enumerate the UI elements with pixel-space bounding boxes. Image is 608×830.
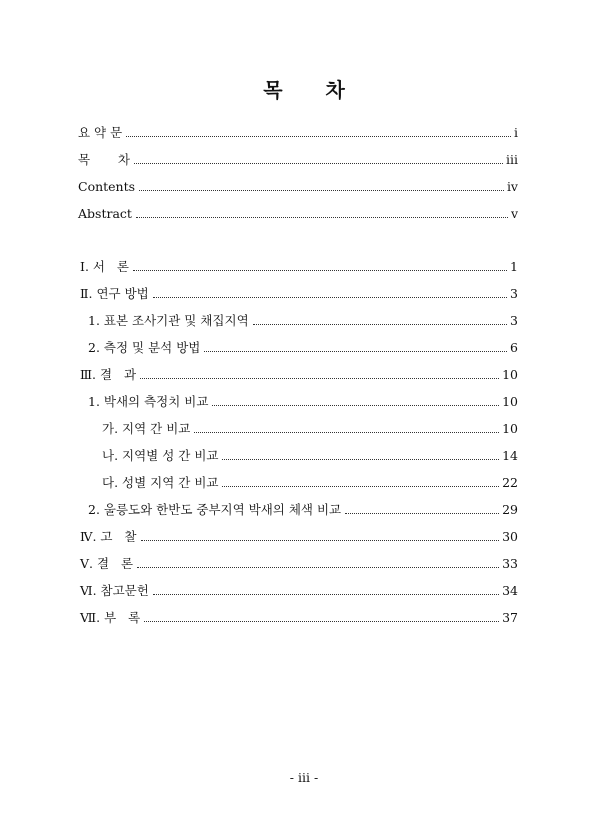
- toc-entry-section-2-1: [88, 312, 518, 330]
- toc-leader-dots: [212, 405, 499, 406]
- toc-entry-section-2-2: [88, 339, 518, 357]
- toc-entry-chapter-1: [80, 258, 518, 276]
- toc-entry-page: 10: [502, 421, 518, 436]
- toc-entry-contents-en: [78, 178, 518, 196]
- toc-entry-summary: [78, 124, 518, 142]
- toc-leader-dots: [134, 163, 503, 164]
- toc-entry-page: 1: [510, 259, 518, 274]
- page-title: 목 차: [263, 78, 363, 102]
- toc-entry-subsection-da: [102, 474, 518, 492]
- toc-leader-dots: [137, 567, 499, 568]
- toc-entry-page: iii: [506, 152, 518, 167]
- toc-entry-page: i: [514, 125, 518, 140]
- toc-entry-label: Ⅵ. 참고문헌: [80, 583, 149, 598]
- toc-entry-page: 10: [502, 394, 518, 409]
- toc-entry-chapter-5: [80, 555, 518, 573]
- toc-leader-dots: [153, 594, 499, 595]
- toc-entry-chapter-2: [80, 285, 518, 303]
- toc-entry-page: iv: [506, 179, 518, 194]
- toc-entry-section-3-2: [88, 501, 518, 519]
- toc-leader-dots: [140, 378, 499, 379]
- toc-entry-label: 1. 표본 조사기관 및 채집지역: [88, 313, 249, 328]
- toc-entry-page: 10: [502, 367, 518, 382]
- toc-entry-label: 목 차: [78, 152, 130, 167]
- toc-entry-label: Abstract: [78, 206, 132, 221]
- toc-leader-dots: [141, 540, 500, 541]
- toc-leader-dots: [126, 136, 511, 137]
- toc-entry-page: v: [510, 206, 518, 221]
- toc-entry-chapter-4: [80, 528, 518, 546]
- toc-entry-subsection-ga: [102, 420, 518, 438]
- page-number-footer: - iii -: [289, 770, 319, 785]
- toc-entry-page: 33: [502, 556, 518, 571]
- toc-entry-label: 2. 측정 및 분석 방법: [88, 340, 201, 355]
- toc-entry-label: Ⅳ. 고 찰: [80, 529, 137, 544]
- toc-entry-page: 3: [510, 313, 518, 328]
- toc-leader-dots: [222, 486, 499, 487]
- toc-leader-dots: [345, 513, 499, 514]
- toc-entry-section-3-1: [88, 393, 518, 411]
- toc-entry-label: Ⅱ. 연구 방법: [80, 286, 149, 301]
- toc-leader-dots: [144, 621, 499, 622]
- toc-leader-dots: [139, 190, 504, 191]
- toc-entry-page: 3: [510, 286, 518, 301]
- toc-entry-page: 14: [502, 448, 518, 463]
- toc-entry-contents-kr: [78, 151, 518, 169]
- toc-entry-page: 6: [510, 340, 518, 355]
- toc-entry-label: 요 약 문: [78, 125, 123, 140]
- toc-entry-abstract: [78, 205, 518, 223]
- toc-entry-label: Contents: [78, 179, 136, 194]
- toc-entry-label: 다. 성별 지역 간 비교: [102, 475, 219, 490]
- toc-entry-label: Ⅴ. 결 론: [80, 556, 134, 571]
- toc-leader-dots: [153, 297, 507, 298]
- toc-leader-dots: [136, 217, 508, 218]
- toc-entry-chapter-6: [80, 582, 518, 600]
- toc-entry-page: 29: [502, 502, 518, 517]
- toc-entry-label: Ⅰ. 서 론: [80, 259, 129, 274]
- toc-leader-dots: [204, 351, 507, 352]
- toc-leader-dots: [194, 432, 499, 433]
- toc-entry-chapter-7: [80, 609, 518, 627]
- toc-entry-chapter-3: [80, 366, 518, 384]
- toc-entry-label: Ⅶ. 부 록: [80, 610, 141, 625]
- toc-entry-page: 34: [502, 583, 518, 598]
- toc-leader-dots: [253, 324, 507, 325]
- toc-entry-label: 2. 울릉도와 한반도 중부지역 박새의 체색 비교: [88, 502, 342, 517]
- toc-entry-label: Ⅲ. 결 과: [80, 367, 137, 382]
- toc-entry-label: 가. 지역 간 비교: [102, 421, 191, 436]
- toc-entry-label: 나. 지역별 성 간 비교: [102, 448, 219, 463]
- toc-entry-label: 1. 박새의 측정치 비교: [88, 394, 209, 409]
- toc-leader-dots: [222, 459, 499, 460]
- toc-entry-page: 37: [502, 610, 518, 625]
- toc-entry-page: 30: [502, 529, 518, 544]
- toc-entry-subsection-na: [102, 447, 518, 465]
- toc-entry-page: 22: [502, 475, 518, 490]
- toc-leader-dots: [133, 270, 507, 271]
